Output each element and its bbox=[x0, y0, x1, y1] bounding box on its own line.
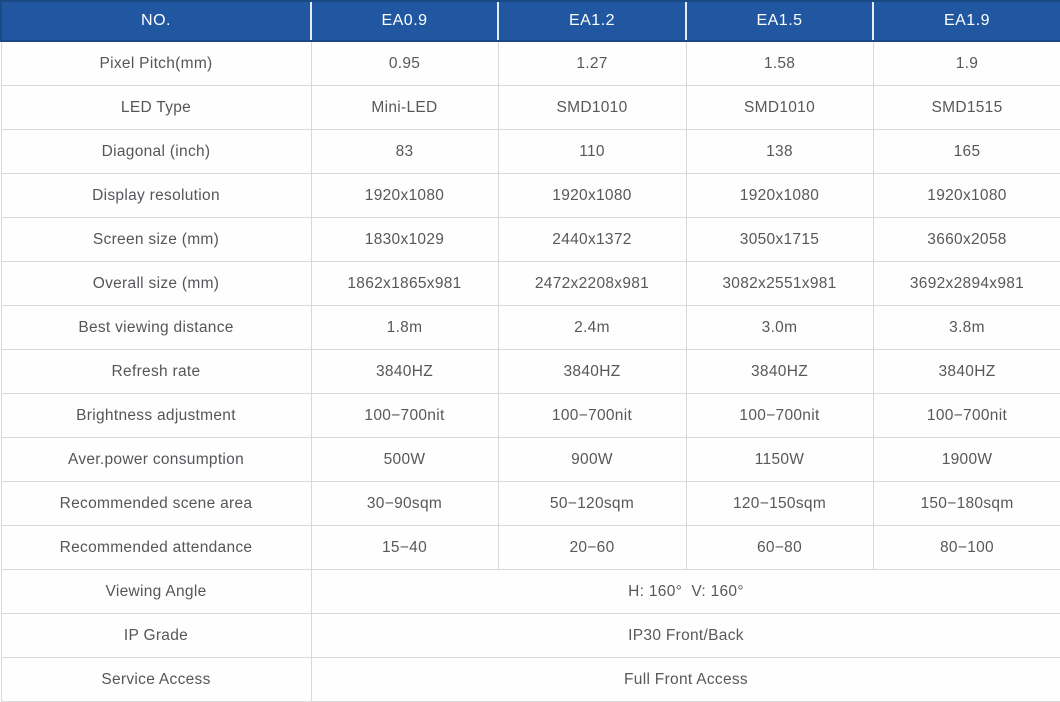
value-cell: 30−90sqm bbox=[311, 482, 498, 526]
row-label: Refresh rate bbox=[1, 350, 311, 394]
row-label: Recommended scene area bbox=[1, 482, 311, 526]
value-cell: 500W bbox=[311, 438, 498, 482]
table-row-overall-size bbox=[1, 262, 1060, 306]
table-row-attendance bbox=[1, 526, 1060, 570]
table-row-viewing-angle bbox=[1, 570, 1060, 614]
value-cell: 2440x1372 bbox=[498, 218, 686, 262]
value-cell: 100−700nit bbox=[311, 394, 498, 438]
row-label: Diagonal (inch) bbox=[1, 130, 311, 174]
value-cell: Mini-LED bbox=[311, 86, 498, 130]
value-cell: 120−150sqm bbox=[686, 482, 873, 526]
merged-value-cell: IP30 Front/Back bbox=[311, 614, 1060, 658]
value-cell: 100−700nit bbox=[873, 394, 1060, 438]
row-label: Brightness adjustment bbox=[1, 394, 311, 438]
value-cell: 3840HZ bbox=[311, 350, 498, 394]
value-cell: 1.8m bbox=[311, 306, 498, 350]
value-cell: SMD1010 bbox=[498, 86, 686, 130]
value-cell: 1830x1029 bbox=[311, 218, 498, 262]
row-label: Best viewing distance bbox=[1, 306, 311, 350]
value-cell: 165 bbox=[873, 130, 1060, 174]
value-cell: 1920x1080 bbox=[498, 174, 686, 218]
row-label: Aver.power consumption bbox=[1, 438, 311, 482]
merged-value-cell: Full Front Access bbox=[311, 658, 1060, 702]
value-cell: 110 bbox=[498, 130, 686, 174]
value-cell: 3840HZ bbox=[498, 350, 686, 394]
value-cell: 100−700nit bbox=[686, 394, 873, 438]
value-cell: 20−60 bbox=[498, 526, 686, 570]
value-cell: 1920x1080 bbox=[311, 174, 498, 218]
value-cell: 3692x2894x981 bbox=[873, 262, 1060, 306]
value-cell: 138 bbox=[686, 130, 873, 174]
header-cell-ea1-9: EA1.9 bbox=[873, 1, 1060, 41]
value-cell: 3660x2058 bbox=[873, 218, 1060, 262]
value-cell: 50−120sqm bbox=[498, 482, 686, 526]
value-cell: 1.9 bbox=[873, 41, 1060, 86]
value-cell: 1.27 bbox=[498, 41, 686, 86]
row-label: IP Grade bbox=[1, 614, 311, 658]
value-cell: 1920x1080 bbox=[873, 174, 1060, 218]
value-cell: 1150W bbox=[686, 438, 873, 482]
value-cell: 0.95 bbox=[311, 41, 498, 86]
value-cell: 3.0m bbox=[686, 306, 873, 350]
row-label: Overall size (mm) bbox=[1, 262, 311, 306]
value-cell: 1920x1080 bbox=[686, 174, 873, 218]
value-cell: 1862x1865x981 bbox=[311, 262, 498, 306]
value-cell: 3.8m bbox=[873, 306, 1060, 350]
table-row-best-viewing-distance bbox=[1, 306, 1060, 350]
table-row-brightness-adjustment bbox=[1, 394, 1060, 438]
value-cell: 1.58 bbox=[686, 41, 873, 86]
row-label: Service Access bbox=[1, 658, 311, 702]
value-cell: 3050x1715 bbox=[686, 218, 873, 262]
header-cell-ea1-2: EA1.2 bbox=[498, 1, 686, 41]
value-cell: SMD1010 bbox=[686, 86, 873, 130]
table-row-diagonal bbox=[1, 130, 1060, 174]
table-row-pixel-pitch bbox=[1, 41, 1060, 86]
table-row-refresh-rate bbox=[1, 350, 1060, 394]
merged-value-cell: H: 160° V: 160° bbox=[311, 570, 1060, 614]
value-cell: SMD1515 bbox=[873, 86, 1060, 130]
table-row-led-type bbox=[1, 86, 1060, 130]
value-cell: 100−700nit bbox=[498, 394, 686, 438]
value-cell: 3840HZ bbox=[686, 350, 873, 394]
table-row-ip-grade bbox=[1, 614, 1060, 658]
value-cell: 83 bbox=[311, 130, 498, 174]
value-cell: 3082x2551x981 bbox=[686, 262, 873, 306]
row-label: Recommended attendance bbox=[1, 526, 311, 570]
header-row bbox=[1, 1, 1060, 41]
value-cell: 15−40 bbox=[311, 526, 498, 570]
row-label: Pixel Pitch(mm) bbox=[1, 41, 311, 86]
value-cell: 900W bbox=[498, 438, 686, 482]
row-label: LED Type bbox=[1, 86, 311, 130]
row-label: Viewing Angle bbox=[1, 570, 311, 614]
value-cell: 1900W bbox=[873, 438, 1060, 482]
value-cell: 2.4m bbox=[498, 306, 686, 350]
header-cell-ea0-9: EA0.9 bbox=[311, 1, 498, 41]
value-cell: 80−100 bbox=[873, 526, 1060, 570]
table-row-display-resolution bbox=[1, 174, 1060, 218]
table-row-power-consumption bbox=[1, 438, 1060, 482]
header-cell-no: NO. bbox=[1, 1, 311, 41]
value-cell: 2472x2208x981 bbox=[498, 262, 686, 306]
value-cell: 60−80 bbox=[686, 526, 873, 570]
table-row-service-access bbox=[1, 658, 1060, 702]
row-label: Screen size (mm) bbox=[1, 218, 311, 262]
table-row-screen-size bbox=[1, 218, 1060, 262]
header-cell-ea1-5: EA1.5 bbox=[686, 1, 873, 41]
table-row-scene-area bbox=[1, 482, 1060, 526]
row-label: Display resolution bbox=[1, 174, 311, 218]
value-cell: 3840HZ bbox=[873, 350, 1060, 394]
value-cell: 150−180sqm bbox=[873, 482, 1060, 526]
